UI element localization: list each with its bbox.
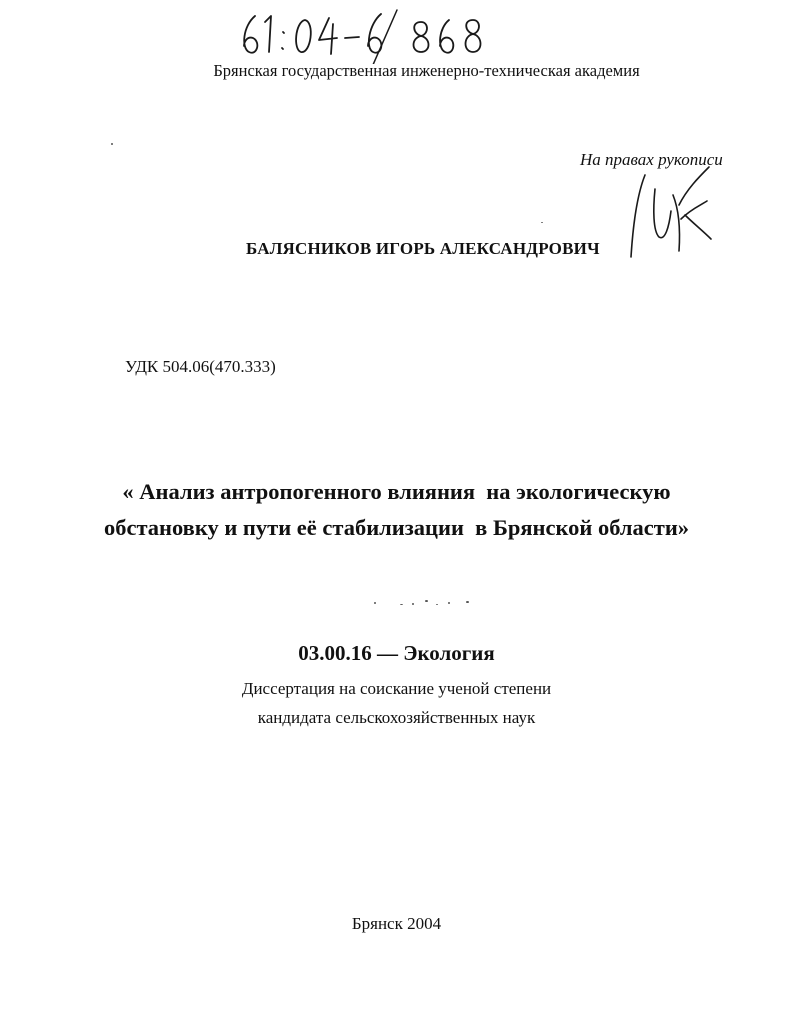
degree-statement-line-1: Диссертация на соискание ученой степени [241,679,552,698]
manuscript-note: На правах рукописи [580,150,723,169]
city-year: Брянск 2004 [351,914,442,933]
faint-stamp-marks [370,590,480,614]
scan-speck [541,222,543,223]
specialty-code: 03.00.16 — Экология [298,641,495,665]
dissertation-title-line-2: обстановку и пути её стабилизации в Брянской области» [103,515,690,540]
scan-speck [111,143,113,145]
degree-statement-line-2: кандидата сельскохозяйственных наук [257,708,536,727]
institution-name: Брянская государственная инженерно-техническая академия [213,61,640,80]
handwritten-signature [615,165,725,263]
dissertation-title-line-1: « Анализ антропогенного влияния на экологическую [122,479,671,504]
author-name: БАЛЯСНИКОВ ИГОРЬ АЛЕКСАНДРОВИЧ [246,239,600,258]
udc-code: УДК 504.06(470.333) [125,357,276,376]
handwritten-archive-number [235,8,495,64]
